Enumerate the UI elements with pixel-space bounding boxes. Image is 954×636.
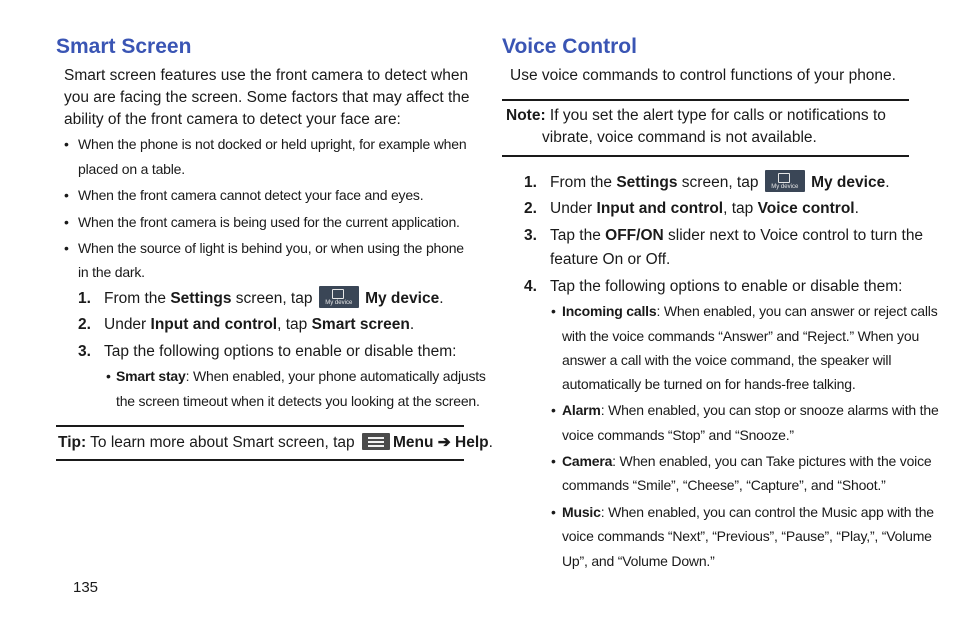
incoming-calls-line-1: Incoming calls: When enabled, you can answer or reject calls xyxy=(562,303,938,319)
bullet-dot: • xyxy=(551,504,556,520)
step-number: 1. xyxy=(524,174,537,191)
step-number: 4. xyxy=(524,278,537,295)
step-number: 2. xyxy=(78,316,91,333)
bullet-dot: • xyxy=(551,402,556,418)
step-number: 3. xyxy=(524,227,537,244)
bullet-dot: • xyxy=(551,303,556,319)
bullet-not-docked-2: placed on a table. xyxy=(78,161,185,177)
tip-text: Tip: To learn more about Smart screen, tap Menu ➔ Help. xyxy=(58,434,493,451)
camera-line-2: commands “Smile”, “Cheese”, “Capture”, and “Shoot.” xyxy=(562,477,886,493)
bullet-camera-in-use: When the front camera is being used for the current application. xyxy=(78,214,460,230)
incoming-calls-line-3: answer a call with the voice command, the speaker will xyxy=(562,352,892,368)
smart-stay-line-2: the screen timeout when it detects you looking at the screen. xyxy=(116,393,480,409)
incoming-calls-line-4: automatically be turned on for hands-free talking. xyxy=(562,376,856,392)
vc-step-3-line-1: Tap the OFF/ON slider next to Voice control to turn the xyxy=(550,227,924,244)
vc-step-2-text: Under Input and control, tap Voice control. xyxy=(550,200,859,217)
music-line-3: Up”, and “Volume Down.” xyxy=(562,553,715,569)
bullet-dot: • xyxy=(551,453,556,469)
bullet-light-behind-1: When the source of light is behind you, or when using the phone xyxy=(78,240,464,256)
smart-stay-line-1: Smart stay: When enabled, your phone automatically adjusts xyxy=(116,368,486,384)
tip-bottom-rule xyxy=(56,459,464,461)
bullet-dot: • xyxy=(64,214,69,230)
camera-line-1: Camera: When enabled, you can Take pictures with the voice xyxy=(562,453,932,469)
bullet-dot: • xyxy=(64,187,69,203)
tip-top-rule xyxy=(56,425,464,427)
my-device-icon: My device xyxy=(319,286,359,308)
vc-step-4-text: Tap the following options to enable or disable them: xyxy=(550,278,903,295)
step-2-text: Under Input and control, tap Smart screen. xyxy=(104,316,415,333)
bullet-cannot-detect: When the front camera cannot detect your face and eyes. xyxy=(78,187,424,203)
smart-screen-intro-1: Smart screen features use the front camera to detect when xyxy=(64,67,469,84)
menu-icon xyxy=(362,433,390,450)
alarm-line-2: voice commands “Stop” and “Snooze.” xyxy=(562,427,794,443)
note-top-rule xyxy=(502,99,909,101)
vc-step-3-line-2: feature On or Off. xyxy=(550,251,671,268)
step-1-text: From the Settings screen, tap My device My device. xyxy=(104,288,444,310)
voice-control-heading: Voice Control xyxy=(502,35,637,58)
music-line-1: Music: When enabled, you can control the Music app with the xyxy=(562,504,934,520)
vc-step-1-text: From the Settings screen, tap My device My device. xyxy=(550,172,890,194)
smart-screen-heading: Smart Screen xyxy=(56,35,192,58)
note-bottom-rule xyxy=(502,155,909,157)
my-device-label: My device xyxy=(365,290,440,308)
step-number: 2. xyxy=(524,200,537,217)
step-number: 1. xyxy=(78,290,91,307)
bullet-dot: • xyxy=(64,136,69,152)
bullet-dot: • xyxy=(64,240,69,256)
my-device-icon: My device xyxy=(765,170,805,192)
bullet-not-docked-1: When the phone is not docked or held upright, for example when xyxy=(78,136,467,152)
settings-label: Settings xyxy=(170,290,232,308)
page-number: 135 xyxy=(73,579,99,596)
alarm-line-1: Alarm: When enabled, you can stop or snooze alarms with the xyxy=(562,402,939,418)
step-number: 3. xyxy=(78,343,91,360)
smart-screen-intro-2: you are facing the screen. Some factors that may affect the xyxy=(64,89,470,106)
bullet-light-behind-2: in the dark. xyxy=(78,264,145,280)
incoming-calls-line-2: with the voice commands “Answer” and “Reject.” When you xyxy=(562,328,920,344)
smart-screen-intro-3: ability of the front camera to detect your face are: xyxy=(64,111,401,128)
voice-control-intro: Use voice commands to control functions of your phone. xyxy=(510,67,896,84)
step-3-text: Tap the following options to enable or disable them: xyxy=(104,343,457,360)
note-line-2: vibrate, voice command is not available. xyxy=(542,129,817,146)
bullet-dot: • xyxy=(106,368,111,384)
note-line-1: Note: If you set the alert type for calls or notifications to xyxy=(506,107,886,124)
music-line-2: voice commands “Next”, “Previous”, “Pause”, “Play,”, “Volume xyxy=(562,528,932,544)
